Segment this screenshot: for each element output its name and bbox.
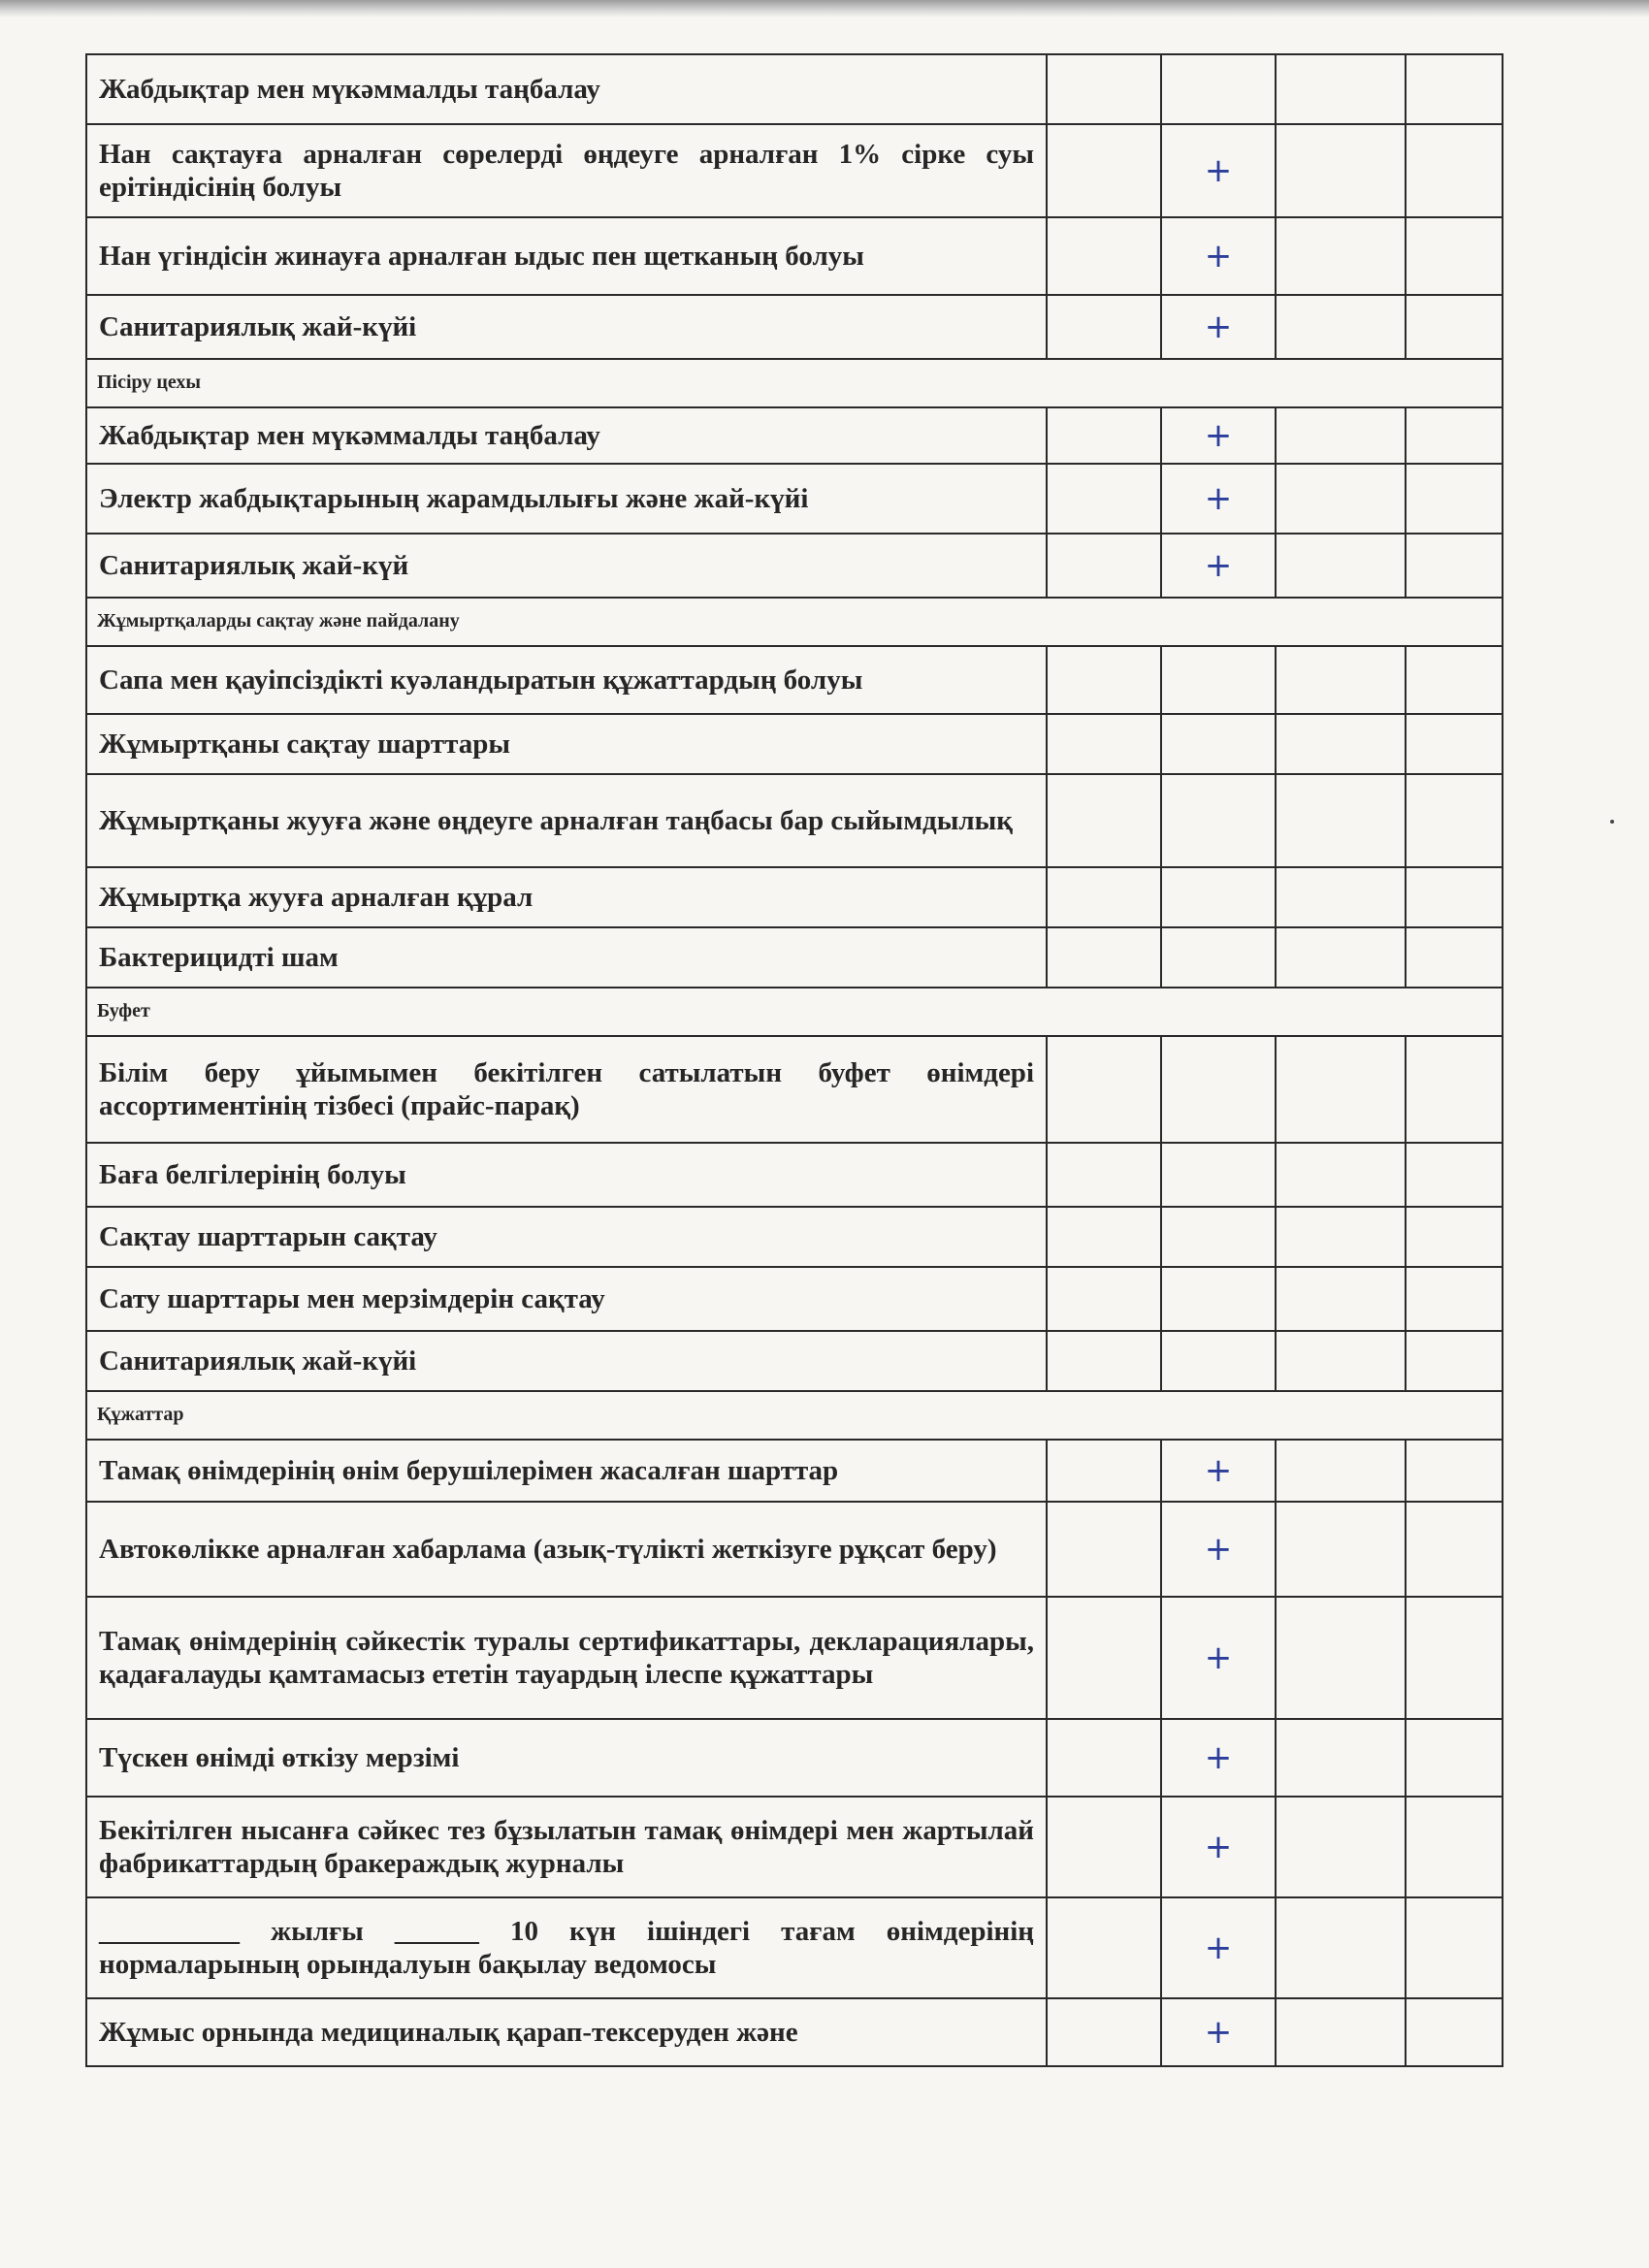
mark-cell [1406, 1143, 1503, 1207]
section-title: Құжаттар [86, 1391, 1503, 1440]
checklist-row [86, 774, 1503, 867]
compliance-mark-cell: + [1161, 534, 1276, 598]
checklist-row [86, 295, 1503, 359]
mark-cell [1406, 1207, 1503, 1267]
checklist-item-text: Баға белгілерінің болуы [86, 1143, 1047, 1207]
mark-cell [1276, 714, 1406, 774]
mark-cell [1276, 867, 1406, 927]
checklist-row [86, 1440, 1503, 1502]
mark-cell [1047, 1036, 1161, 1143]
mark-cell [1406, 1897, 1503, 1998]
mark-cell [1047, 1597, 1161, 1719]
mark-cell [1406, 1797, 1503, 1897]
mark-cell [1276, 1143, 1406, 1207]
mark-cell [1276, 1036, 1406, 1143]
mark-cell [1047, 1267, 1161, 1331]
section-title: Жұмыртқаларды сақтау және пайдалану [86, 598, 1503, 646]
checklist-item-text: Жұмыс орнында медициналық қарап-тексеруден және [86, 1998, 1047, 2066]
mark-cell [1276, 646, 1406, 714]
mark-cell [1276, 464, 1406, 534]
mark-cell [1276, 1267, 1406, 1331]
mark-cell [1047, 1998, 1161, 2066]
compliance-mark-cell [1161, 1143, 1276, 1207]
scan-speck [1610, 820, 1614, 824]
checklist-row [86, 1502, 1503, 1597]
compliance-mark-cell [1161, 927, 1276, 988]
mark-cell [1406, 295, 1503, 359]
mark-cell [1276, 295, 1406, 359]
checklist-item-text: Бактерицидті шам [86, 927, 1047, 988]
mark-cell [1406, 646, 1503, 714]
checklist-row [86, 1207, 1503, 1267]
mark-cell [1276, 1440, 1406, 1502]
mark-cell [1406, 1502, 1503, 1597]
mark-cell [1047, 407, 1161, 464]
checklist-item-text: Тамақ өнімдерінің өнім берушілерімен жасалған шарттар [86, 1440, 1047, 1502]
checklist-row [86, 124, 1503, 217]
compliance-mark-cell: + [1161, 1897, 1276, 1998]
checklist-row [86, 1797, 1503, 1897]
scan-top-edge [0, 0, 1649, 17]
inspection-checklist-table [85, 53, 1504, 2067]
compliance-mark-cell: + [1161, 1440, 1276, 1502]
mark-cell [1276, 54, 1406, 124]
checklist-item-text: Сату шарттары мен мерзімдерін сақтау [86, 1267, 1047, 1331]
checklist-item-text: Жабдықтар мен мүкәммалды таңбалау [86, 407, 1047, 464]
section-header-row [86, 359, 1503, 407]
mark-cell [1276, 1502, 1406, 1597]
mark-cell [1406, 124, 1503, 217]
compliance-mark-cell: + [1161, 1998, 1276, 2066]
mark-cell [1406, 1331, 1503, 1391]
section-header-row [86, 988, 1503, 1036]
mark-cell [1276, 1331, 1406, 1391]
mark-cell [1276, 124, 1406, 217]
checklist-row [86, 464, 1503, 534]
checklist-item-text: Тамақ өнімдерінің сәйкестік туралы сертификаттары, декларациялары, қадағалауды қамтамасыз ететін тауардың ілеспе құжаттары [86, 1597, 1047, 1719]
checklist-item-text: Жұмыртқаны сақтау шарттары [86, 714, 1047, 774]
compliance-mark-cell [1161, 774, 1276, 867]
mark-cell [1406, 714, 1503, 774]
compliance-mark-cell [1161, 1036, 1276, 1143]
compliance-mark-cell [1161, 1331, 1276, 1391]
checklist-row [86, 1719, 1503, 1797]
mark-cell [1406, 1267, 1503, 1331]
mark-cell [1047, 1440, 1161, 1502]
mark-cell [1406, 1036, 1503, 1143]
mark-cell [1406, 927, 1503, 988]
mark-cell [1406, 407, 1503, 464]
compliance-mark-cell [1161, 714, 1276, 774]
compliance-mark-cell: + [1161, 1719, 1276, 1797]
section-header-row [86, 1391, 1503, 1440]
checklist-item-text: Санитариялық жай-күй [86, 534, 1047, 598]
compliance-mark-cell [1161, 646, 1276, 714]
mark-cell [1047, 927, 1161, 988]
compliance-mark-cell: + [1161, 407, 1276, 464]
checklist-row [86, 646, 1503, 714]
mark-cell [1047, 1719, 1161, 1797]
mark-cell [1276, 927, 1406, 988]
checklist-row [86, 1267, 1503, 1331]
mark-cell [1047, 1897, 1161, 1998]
compliance-mark-cell [1161, 867, 1276, 927]
checklist-row [86, 1998, 1503, 2066]
mark-cell [1276, 1797, 1406, 1897]
mark-cell [1047, 714, 1161, 774]
compliance-mark-cell: + [1161, 1797, 1276, 1897]
checklist-row [86, 1143, 1503, 1207]
mark-cell [1406, 1719, 1503, 1797]
mark-cell [1047, 867, 1161, 927]
checklist-row [86, 1331, 1503, 1391]
checklist-item-text: Түскен өнімді өткізу мерзімі [86, 1719, 1047, 1797]
mark-cell [1047, 646, 1161, 714]
mark-cell [1276, 1998, 1406, 2066]
mark-cell [1047, 464, 1161, 534]
mark-cell [1047, 1797, 1161, 1897]
mark-cell [1047, 1207, 1161, 1267]
checklist-item-text: Жұмыртқа жууға арналған құрал [86, 867, 1047, 927]
checklist-row [86, 1597, 1503, 1719]
checklist-row [86, 927, 1503, 988]
checklist-item-text: Электр жабдықтарының жарамдылығы және жай-күйі [86, 464, 1047, 534]
mark-cell [1047, 1143, 1161, 1207]
checklist-row [86, 534, 1503, 598]
mark-cell [1276, 774, 1406, 867]
mark-cell [1406, 774, 1503, 867]
section-title: Пісіру цехы [86, 359, 1503, 407]
checklist-item-text: Санитариялық жай-күйі [86, 1331, 1047, 1391]
mark-cell [1276, 1719, 1406, 1797]
checklist-row [86, 714, 1503, 774]
section-header-row [86, 598, 1503, 646]
mark-cell [1047, 54, 1161, 124]
mark-cell [1406, 1597, 1503, 1719]
mark-cell [1406, 1440, 1503, 1502]
compliance-mark-cell: + [1161, 124, 1276, 217]
mark-cell [1276, 217, 1406, 295]
checklist-item-text: Бекітілген нысанға сәйкес тез бұзылатын тамақ өнімдері мен жартылай фабрикаттардың бракераждық журналы [86, 1797, 1047, 1897]
mark-cell [1276, 1597, 1406, 1719]
checklist-item-text: Білім беру ұйымымен бекітілген сатылатын буфет өнімдері ассортиментінің тізбесі (прайс-парақ) [86, 1036, 1047, 1143]
mark-cell [1276, 534, 1406, 598]
mark-cell [1406, 217, 1503, 295]
checklist-item-text: Сақтау шарттарын сақтау [86, 1207, 1047, 1267]
mark-cell [1406, 464, 1503, 534]
mark-cell [1406, 54, 1503, 124]
compliance-mark-cell: + [1161, 464, 1276, 534]
checklist-item-text: Нан сақтауға арналған сөрелерді өңдеуге арналған 1% сірке суы ерітіндісінің болуы [86, 124, 1047, 217]
compliance-mark-cell [1161, 1267, 1276, 1331]
checklist-row [86, 54, 1503, 124]
checklist-row [86, 217, 1503, 295]
checklist-row [86, 867, 1503, 927]
checklist-row [86, 1036, 1503, 1143]
mark-cell [1047, 534, 1161, 598]
checklist-item-text: Санитариялық жай-күйі [86, 295, 1047, 359]
checklist-item-text: Жабдықтар мен мүкәммалды таңбалау [86, 54, 1047, 124]
compliance-mark-cell [1161, 1207, 1276, 1267]
mark-cell [1276, 1897, 1406, 1998]
compliance-mark-cell: + [1161, 1597, 1276, 1719]
mark-cell [1406, 534, 1503, 598]
section-title: Буфет [86, 988, 1503, 1036]
mark-cell [1047, 124, 1161, 217]
mark-cell [1406, 867, 1503, 927]
mark-cell [1047, 774, 1161, 867]
compliance-mark-cell: + [1161, 1502, 1276, 1597]
mark-cell [1276, 1207, 1406, 1267]
checklist-item-text: Автокөлікке арналған хабарлама (азық-түлікті жеткізуге рұқсат беру) [86, 1502, 1047, 1597]
mark-cell [1276, 407, 1406, 464]
compliance-mark-cell: + [1161, 217, 1276, 295]
compliance-mark-cell: + [1161, 295, 1276, 359]
checklist-item-text: Нан үгіндісін жинауға арналған ыдыс пен щетканың болуы [86, 217, 1047, 295]
checklist-item-text: Жұмыртқаны жууға және өңдеуге арналған таңбасы бар сыйымдылық [86, 774, 1047, 867]
checklist-item-text: __________ жылғы ______ 10 күн ішіндегі тағам өнімдерінің нормаларының орындалуын бақылау ведомосы [86, 1897, 1047, 1998]
checklist-sheet [85, 53, 1502, 2067]
checklist-row [86, 1897, 1503, 1998]
mark-cell [1047, 295, 1161, 359]
mark-cell [1047, 217, 1161, 295]
compliance-mark-cell [1161, 54, 1276, 124]
mark-cell [1047, 1502, 1161, 1597]
checklist-row [86, 407, 1503, 464]
mark-cell [1406, 1998, 1503, 2066]
mark-cell [1047, 1331, 1161, 1391]
checklist-item-text: Сапа мен қауіпсіздікті куәландыратын құжаттардың болуы [86, 646, 1047, 714]
